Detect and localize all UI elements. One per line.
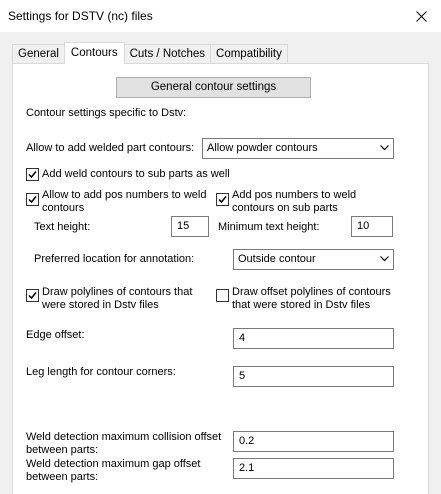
allow-pos-weld-checkbox[interactable] [26, 193, 39, 206]
add-weld-sub-parts-label: Add weld contours to sub parts as well [42, 168, 230, 180]
preferred-location-value: Outside contour [238, 253, 316, 265]
min-text-height-label: Minimum text height: [218, 221, 320, 233]
allow-welded-contours-value: Allow powder contours [207, 142, 318, 154]
title-bar [0, 0, 441, 32]
text-height-label: Text height: [34, 221, 91, 233]
tab-compatibility[interactable]: Compatibility [210, 44, 288, 64]
edge-offset-input[interactable]: 4 [233, 328, 394, 349]
allow-pos-weld-label-line1: Allow to add pos numbers to weld [42, 189, 207, 201]
leg-length-input[interactable]: 5 [233, 366, 394, 387]
weld-collision-input[interactable]: 0.2 [233, 431, 394, 452]
general-contour-settings-button[interactable]: General contour settings [116, 77, 311, 98]
contours-panel [12, 63, 429, 494]
min-text-height-input[interactable]: 10 [351, 216, 393, 237]
close-button[interactable] [401, 0, 441, 32]
draw-offset-polylines-label-line1: Draw offset polylines of contours [232, 286, 391, 298]
draw-polylines-label-line1: Draw polylines of contours that [42, 286, 193, 298]
allow-pos-weld-label-line2: contours [42, 202, 85, 214]
leg-length-label: Leg length for contour corners: [26, 366, 176, 378]
checkmark-icon [28, 195, 37, 204]
allow-welded-contours-label: Allow to add welded part contours: [26, 142, 195, 154]
draw-offset-polylines-label-line2: that were stored in Dstv files [232, 299, 371, 311]
add-pos-sub-parts-checkbox[interactable] [216, 193, 229, 206]
tab-contours[interactable]: Contours [64, 42, 125, 64]
preferred-location-select[interactable] [233, 249, 394, 270]
weld-collision-label-line2: between parts: [26, 444, 99, 456]
tab-strip [12, 42, 287, 64]
edge-offset-label: Edge offset: [26, 329, 85, 341]
dialog-client [0, 32, 441, 494]
allow-welded-contours-select[interactable] [202, 138, 394, 159]
weld-gap-label-line2: between parts: [26, 471, 99, 483]
add-pos-sub-parts-label-line1: Add pos numbers to weld [232, 189, 357, 201]
add-weld-sub-parts-checkbox[interactable] [26, 168, 39, 181]
weld-collision-label-line1: Weld detection maximum collision offset [26, 431, 222, 443]
window-title: Settings for DSTV (nc) files [8, 9, 153, 23]
draw-polylines-label-line2: were stored in Dstv files [42, 299, 159, 311]
checkmark-icon [28, 170, 37, 179]
checkmark-icon [28, 291, 37, 300]
draw-offset-polylines-checkbox[interactable] [216, 289, 229, 302]
tab-cuts-notches[interactable]: Cuts / Notches [124, 44, 211, 64]
weld-gap-input[interactable]: 2.1 [233, 458, 394, 479]
checkmark-icon [218, 195, 227, 204]
chevron-down-icon [380, 256, 389, 262]
preferred-location-label: Preferred location for annotation: [34, 253, 195, 265]
close-icon [416, 11, 427, 22]
text-height-input[interactable]: 15 [171, 216, 209, 237]
add-pos-sub-parts-label-line2: contours on sub parts [232, 202, 338, 214]
chevron-down-icon [380, 145, 389, 151]
weld-gap-label-line1: Weld detection maximum gap offset [26, 458, 201, 470]
specific-settings-heading: Contour settings specific to Dstv: [26, 107, 187, 119]
tab-general[interactable]: General [12, 44, 65, 64]
draw-polylines-checkbox[interactable] [26, 289, 39, 302]
